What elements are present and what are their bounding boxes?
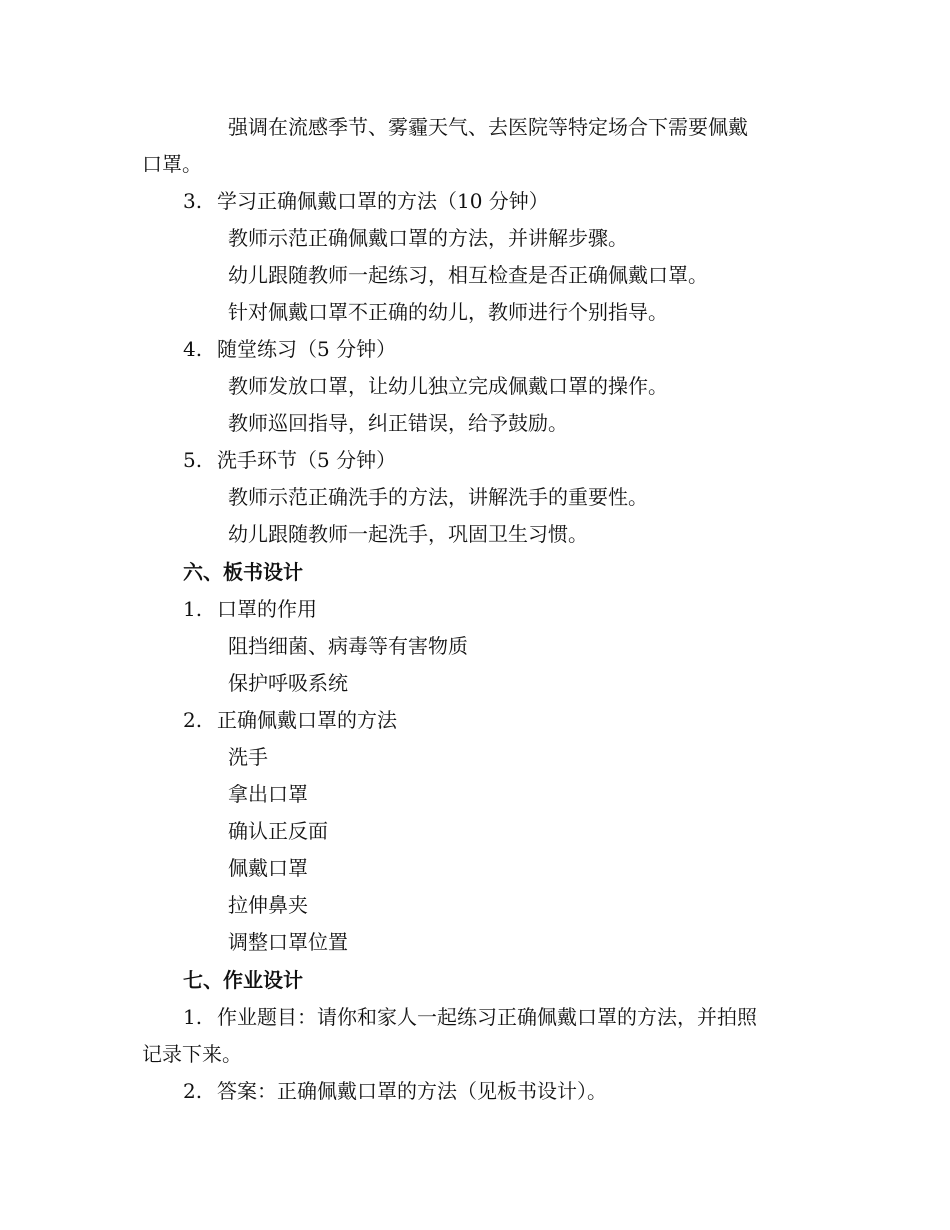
sub-item: 拉伸鼻夹 [228, 893, 308, 917]
item-number: 2. [183, 708, 203, 732]
item-number: 5. [183, 448, 203, 472]
item-number: 1. [183, 1005, 203, 1029]
item-number: 3. [183, 189, 203, 213]
homework-item-1 [183, 1003, 757, 1031]
item-number: 1. [183, 597, 203, 621]
item-number: 2. [183, 1079, 203, 1103]
section-heading-6: 六、板书设计 [183, 560, 303, 584]
section-heading-7: 七、作业设计 [183, 968, 303, 992]
item-text: 洗手环节（5 分钟） [217, 448, 397, 472]
board-item-2 [183, 706, 397, 734]
sub-item: 佩戴口罩 [228, 856, 308, 880]
sub-item: 教师发放口罩，让幼儿独立完成佩戴口罩的操作。 [228, 374, 668, 398]
sub-item: 教师示范正确佩戴口罩的方法，并讲解步骤。 [228, 226, 628, 250]
sub-item: 教师示范正确洗手的方法，讲解洗手的重要性。 [228, 485, 648, 509]
item-text: 学习正确佩戴口罩的方法（10 分钟） [217, 189, 549, 213]
item-text: 作业题目：请你和家人一起练习正确佩戴口罩的方法，并拍照 [217, 1005, 757, 1029]
paragraph-line: 强调在流感季节、雾霾天气、去医院等特定场合下需要佩戴 [228, 115, 748, 139]
sub-item: 确认正反面 [228, 819, 328, 843]
item-text: 答案：正确佩戴口罩的方法（见板书设计）。 [217, 1079, 607, 1103]
sub-item: 教师巡回指导，纠正错误，给予鼓励。 [228, 411, 568, 435]
sub-item: 幼儿跟随教师一起练习，相互检查是否正确佩戴口罩。 [228, 263, 708, 287]
board-item-1 [183, 595, 317, 623]
item-text: 正确佩戴口罩的方法 [217, 708, 397, 732]
sub-item: 调整口罩位置 [228, 930, 348, 954]
sub-item: 洗手 [228, 745, 268, 769]
item-number: 4. [183, 337, 203, 361]
item-text: 口罩的作用 [217, 597, 317, 621]
homework-item-2 [183, 1077, 607, 1105]
paragraph-line: 口罩。 [142, 152, 202, 176]
item-text: 随堂练习（5 分钟） [217, 337, 397, 361]
section-item-4 [183, 335, 396, 363]
sub-item: 阻挡细菌、病毒等有害物质 [228, 634, 468, 658]
paragraph-line: 记录下来。 [142, 1042, 242, 1066]
section-item-5 [183, 446, 396, 474]
section-item-3 [183, 187, 549, 215]
sub-item: 拿出口罩 [228, 782, 308, 806]
sub-item: 保护呼吸系统 [228, 671, 348, 695]
sub-item: 针对佩戴口罩不正确的幼儿，教师进行个别指导。 [228, 300, 668, 324]
sub-item: 幼儿跟随教师一起洗手，巩固卫生习惯。 [228, 522, 588, 546]
